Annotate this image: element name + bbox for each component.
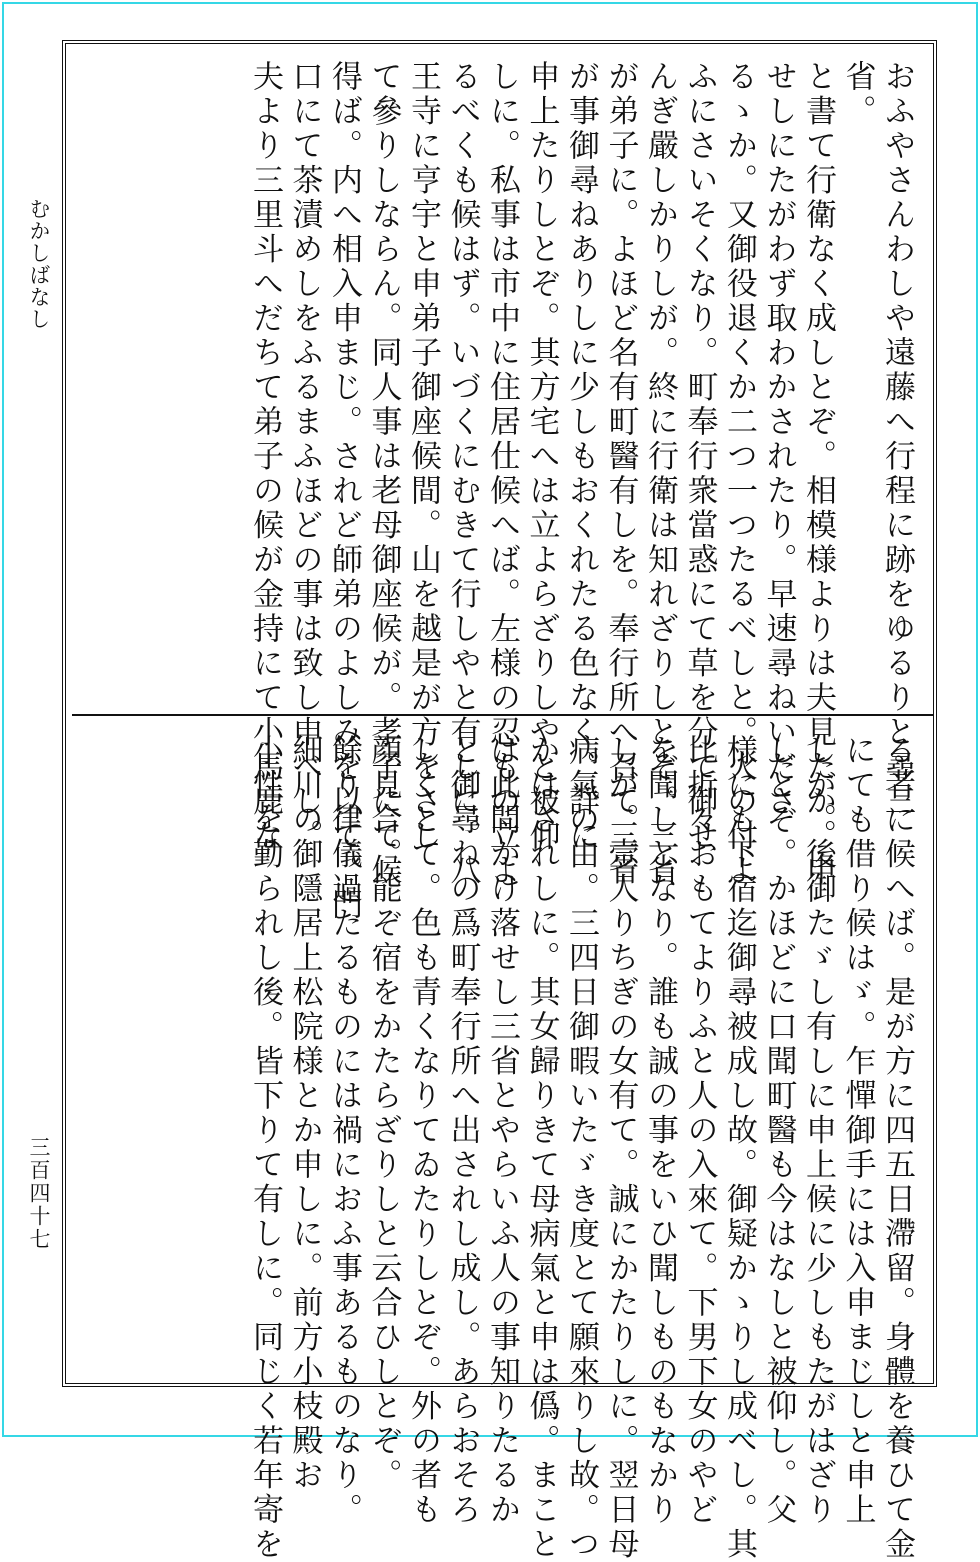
text-column: 夫より三里斗へだちて弟子の候が金持にて小馬鹿な	[247, 60, 283, 854]
text-column: ふにさいそくなり。町奉行衆當惑にて草を分て御せ	[681, 60, 718, 854]
text-column: 顔見合。能ぞ宿をかたらざりしと云合ひしとぞ。	[365, 734, 402, 1493]
text-column: しに。私事は市中に住居仕候へば。左様の忍もの立よ	[484, 60, 520, 888]
text-column: しが。後御たゞし有しに申上候に少しもたがはざり	[800, 734, 836, 1528]
upper-text-block	[245, 60, 917, 923]
text-column: て參りしならん。同人事は老母御座候が。孝子にて候	[365, 60, 402, 888]
text-column: 省。	[839, 60, 876, 129]
text-column: と書て行衛なく成しとぞ。相模様よりは夫見たか。申	[800, 60, 836, 888]
running-title: むかしばなし	[27, 198, 51, 330]
text-column: るゝか。又御役退くか二つ一つたるべしと。火の付よ	[721, 60, 757, 888]
text-column: 申上たりしとぞ。其方宅へは立よらざりしやと被仰	[523, 60, 560, 854]
text-column: が弟子に。よほど名有町醫有しを。奉行所へ召て三省	[602, 60, 639, 888]
text-column: 餘り律儀過たるものには禍におふ事あるものなり。	[326, 734, 362, 1528]
text-column: しが。壹人りちぎの女有て。誠にかたりしに。翌日母	[602, 734, 639, 1562]
text-column: る者に候へば。是が方に四五日滯留。身體を養ひて金	[879, 734, 915, 1562]
text-column: は此間かけ落せし三省とやらいふ人の事知りたるか	[484, 734, 520, 1528]
text-column: 得ば。内へ相入申まじ。されど師弟のよしみを以て。門	[326, 60, 362, 923]
text-column: 比折々おもてよりふと人の入來て。下男下女のやど	[681, 734, 718, 1528]
text-column: 小性を勤られし後。皆下りて有しに。同じく若年寄を	[247, 734, 283, 1562]
text-column: しくとて。色も青くなりてゐたりしとぞ。外の者も	[405, 734, 441, 1528]
text-column: せしにたがわず取わかされたり。早速尋ねいださ	[760, 60, 797, 819]
text-column: んぎ嚴しかりしが。終に行衛は知れざりしとぞ。三省	[642, 60, 678, 888]
text-column: しとぞ。かほどに口聞町醫も今はなしと被仰し。父	[760, 734, 797, 1528]
text-column: 王寺に亨宇と申弟子御座候間。山を越是が方をさし	[405, 60, 441, 854]
text-column: おふやさんわしや遠藤へ行程に跡をゆるりと尋三	[879, 60, 915, 819]
text-column: を聞しとなり。誰も誠の事をいひ聞しものもなかり	[642, 734, 678, 1528]
lower-text-block	[245, 734, 917, 1562]
page-number: 三百四十七	[27, 1136, 51, 1251]
text-column: 病氣の由。三四日御暇いたゞき度とて願來りし故。つ	[563, 734, 599, 1562]
text-column: るべくも候はず。いづくにむきて行しやと有しに。八	[444, 60, 481, 888]
text-column: と御尋ねの爲町奉行所へ出されし成し。あらおそろ	[444, 734, 481, 1528]
text-column: 様にも下宿迄御尋被成し故。御疑かゝりし成べし。其	[721, 734, 757, 1562]
text-column: が事御尋ねありしに少しもおくれたる色なく。詳に	[563, 60, 599, 854]
text-column: かはされしに。其女歸りきて母病氣と申は僞。まこと	[523, 734, 560, 1562]
text-column: 口にて茶漬めしをふるまふほどの事は致し申べし。	[286, 60, 323, 854]
text-column: 細川の御隱居上松院様とか申しに。前方小枝殿お	[286, 734, 323, 1493]
text-column: にても借り候はゞ。乍憚御手には入申まじしと申上	[839, 734, 876, 1528]
